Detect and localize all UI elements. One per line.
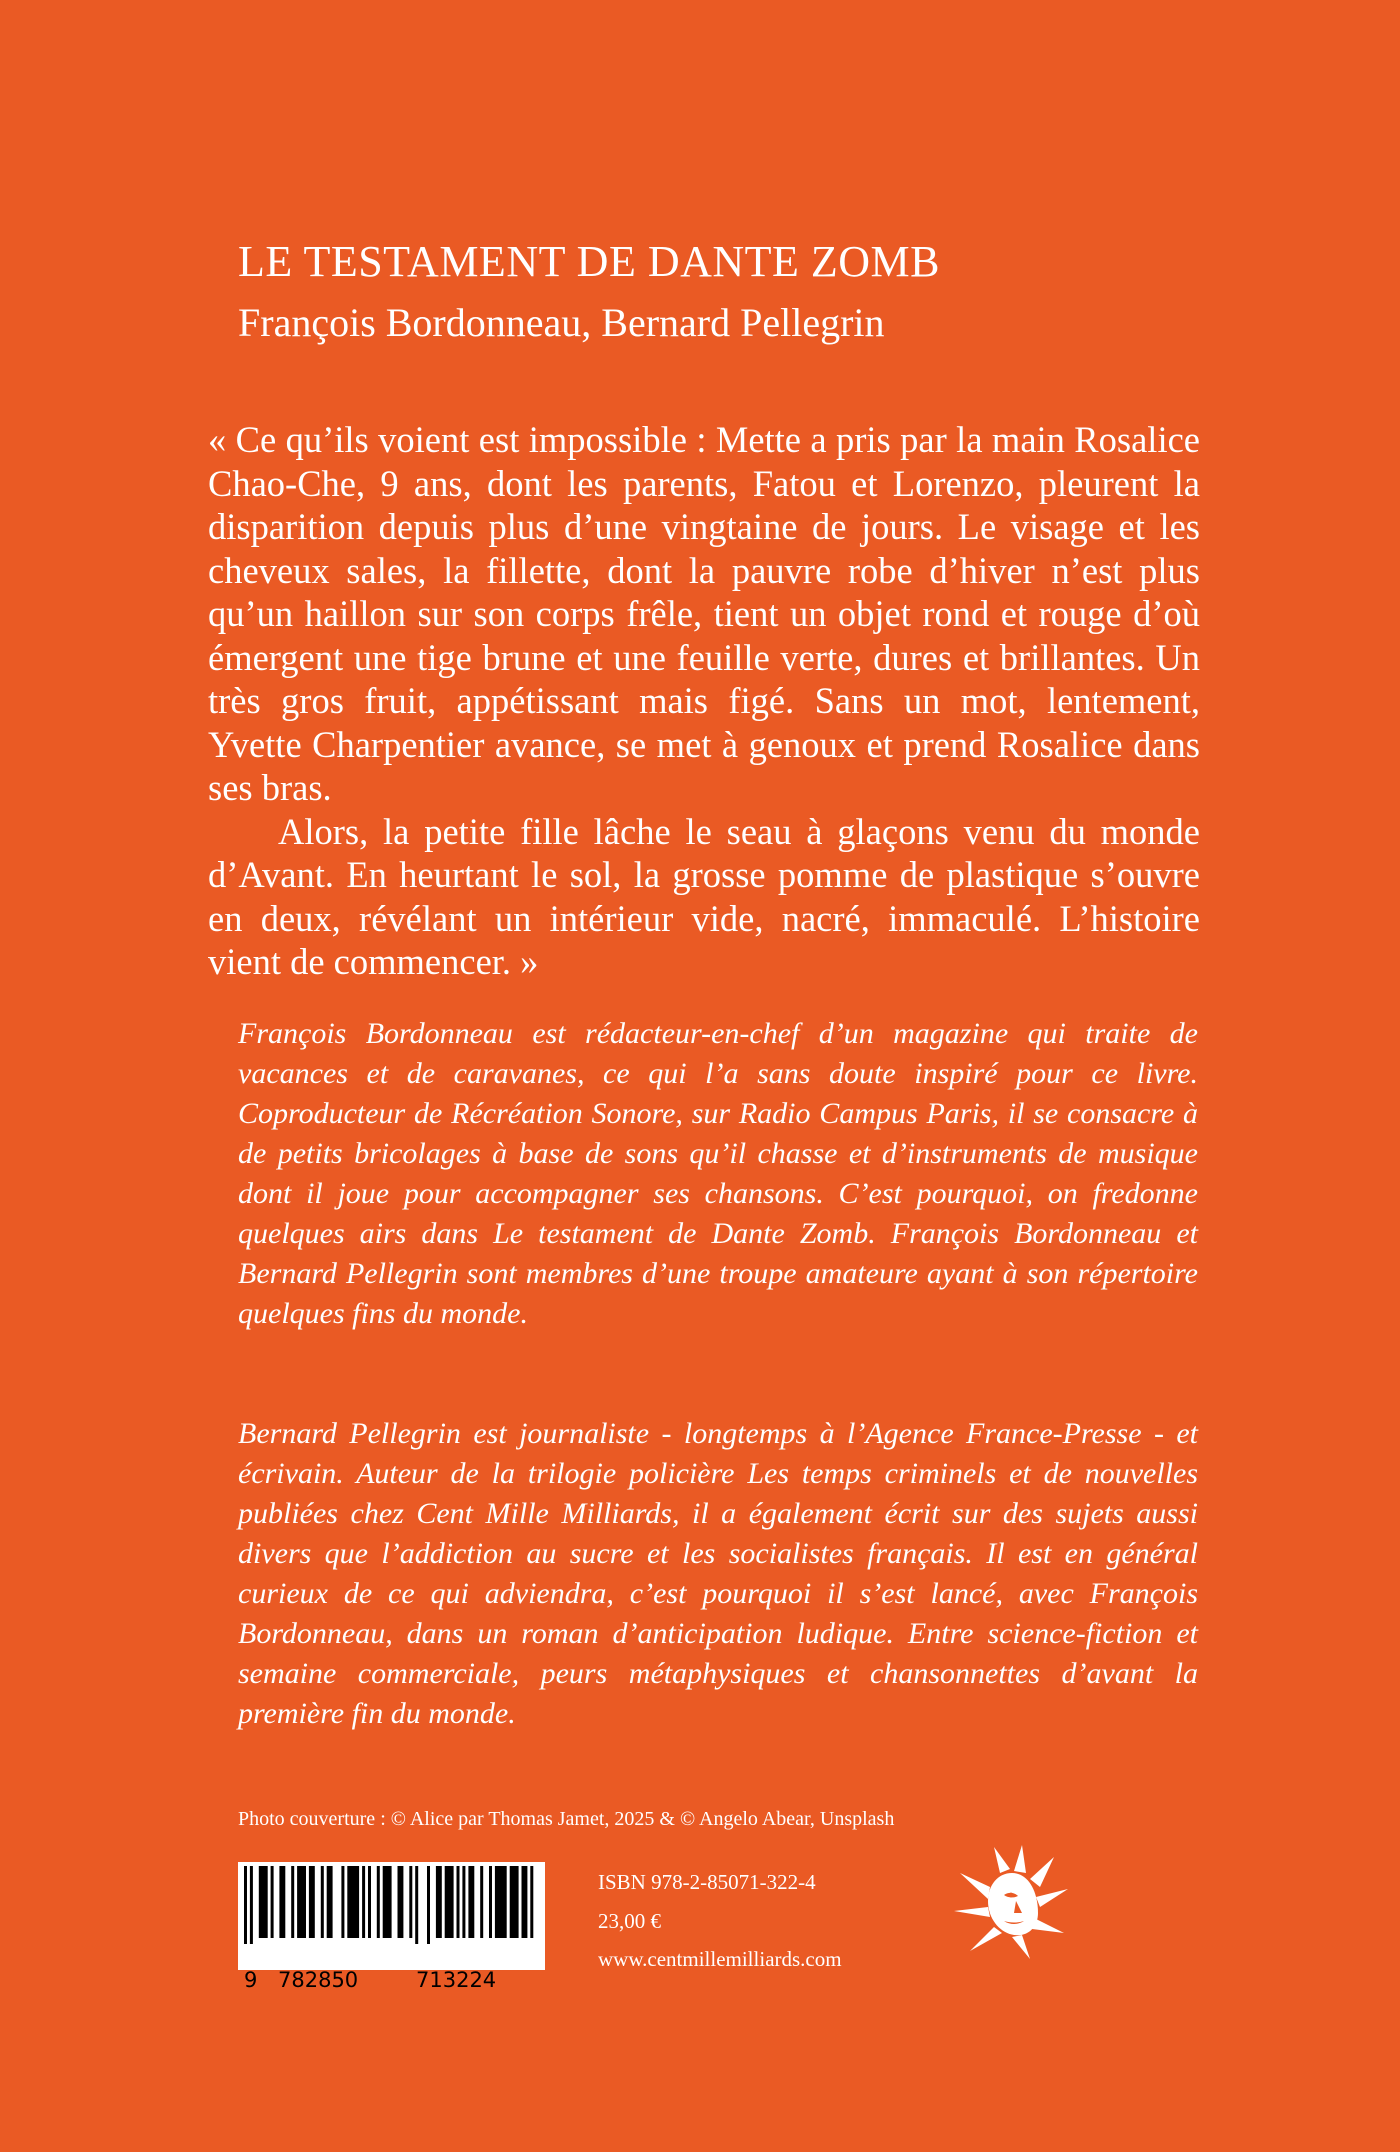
excerpt-paragraph-2: Alors, la petite fille lâche le seau à glaçons venu du monde d’Avant. En heurtant le sol, la grosse pomme de plastique s’ouvre en deux, révélant un intérieur vide, nacré, immaculé. L’histoire vient de commencer. » <box>208 810 1200 982</box>
publisher-website: www.centmillemilliards.com <box>598 1947 842 1971</box>
book-price: 23,00 € <box>598 1909 661 1933</box>
sun-face-logo-icon <box>950 1843 1074 1961</box>
book-title: LE TESTAMENT DE DANTE ZOMB <box>238 237 941 286</box>
photo-credit: Photo couverture : © Alice par Thomas Jamet, 2025 & © Angelo Abear, Unsplash <box>238 1808 895 1830</box>
isbn-number: ISBN 978-2-85071-322-4 <box>598 1870 816 1894</box>
barcode-group-left: 782850 <box>278 1968 359 1992</box>
book-authors: François Bordonneau, Bernard Pellegrin <box>238 300 885 345</box>
isbn-barcode <box>238 1862 545 1992</box>
barcode-digit-first: 9 <box>244 1968 258 1992</box>
barcode-bars-icon <box>238 1862 545 1944</box>
barcode-group-right: 713224 <box>416 1968 497 1992</box>
bio-bernard-pellegrin: Bernard Pellegrin est journaliste - longtemps à l’Agence France-Presse - et écrivain. Auteur de la trilogie policière Les temps criminels et de nouvelles publiées chez Cent Mille Milliards, il a également écrit sur des sujets aussi divers que l’addiction au sucre et les socialistes français. Il est en général curieux de ce qui adviendra, c’est pourquoi il s’est lancé, avec François Bordonneau, dans un roman d’anticipation ludique. Entre science-fiction et semaine commerciale, peurs métaphysiques et chansonnettes d’avant la première fin du monde. <box>238 1417 1198 1730</box>
book-excerpt <box>208 418 1200 984</box>
bio-francois-bordonneau: François Bordonneau est rédacteur-en-chef d’un magazine qui traite de vacances et de caravanes, ce qui l’a sans doute inspiré pour ce livre. Coproducteur de Récréation Sonore, sur Radio Campus Paris, il se consacre à de petits bricolages à base de sons qu’il chasse et d’instruments de musique dont il joue pour accompagner ses chansons. C’est pourquoi, on fredonne quelques airs dans Le testament de Dante Zomb. François Bordonneau et Bernard Pellegrin sont membres d’une troupe amateure ayant à son répertoire quelques fins du monde. <box>238 1017 1198 1330</box>
excerpt-paragraph-1: « Ce qu’ils voient est impossible : Mette a pris par la main Rosalice Chao-Che, 9 ans, dont les parents, Fatou et Lorenzo, pleurent la disparition depuis plus d’une vingtaine de jours. Le visage et les cheveux sales, la fillette, dont la pauvre robe d’hiver n’est plus qu’un haillon sur son corps frêle, tient un objet rond et rouge d’où émergent une tige brune et une feuille verte, dures et brillantes. Un très gros fruit, appétissant mais figé. Sans un mot, lentement, Yvette Charpentier avance, se met à genoux et prend Rosalice dans ses bras. <box>208 419 1200 808</box>
